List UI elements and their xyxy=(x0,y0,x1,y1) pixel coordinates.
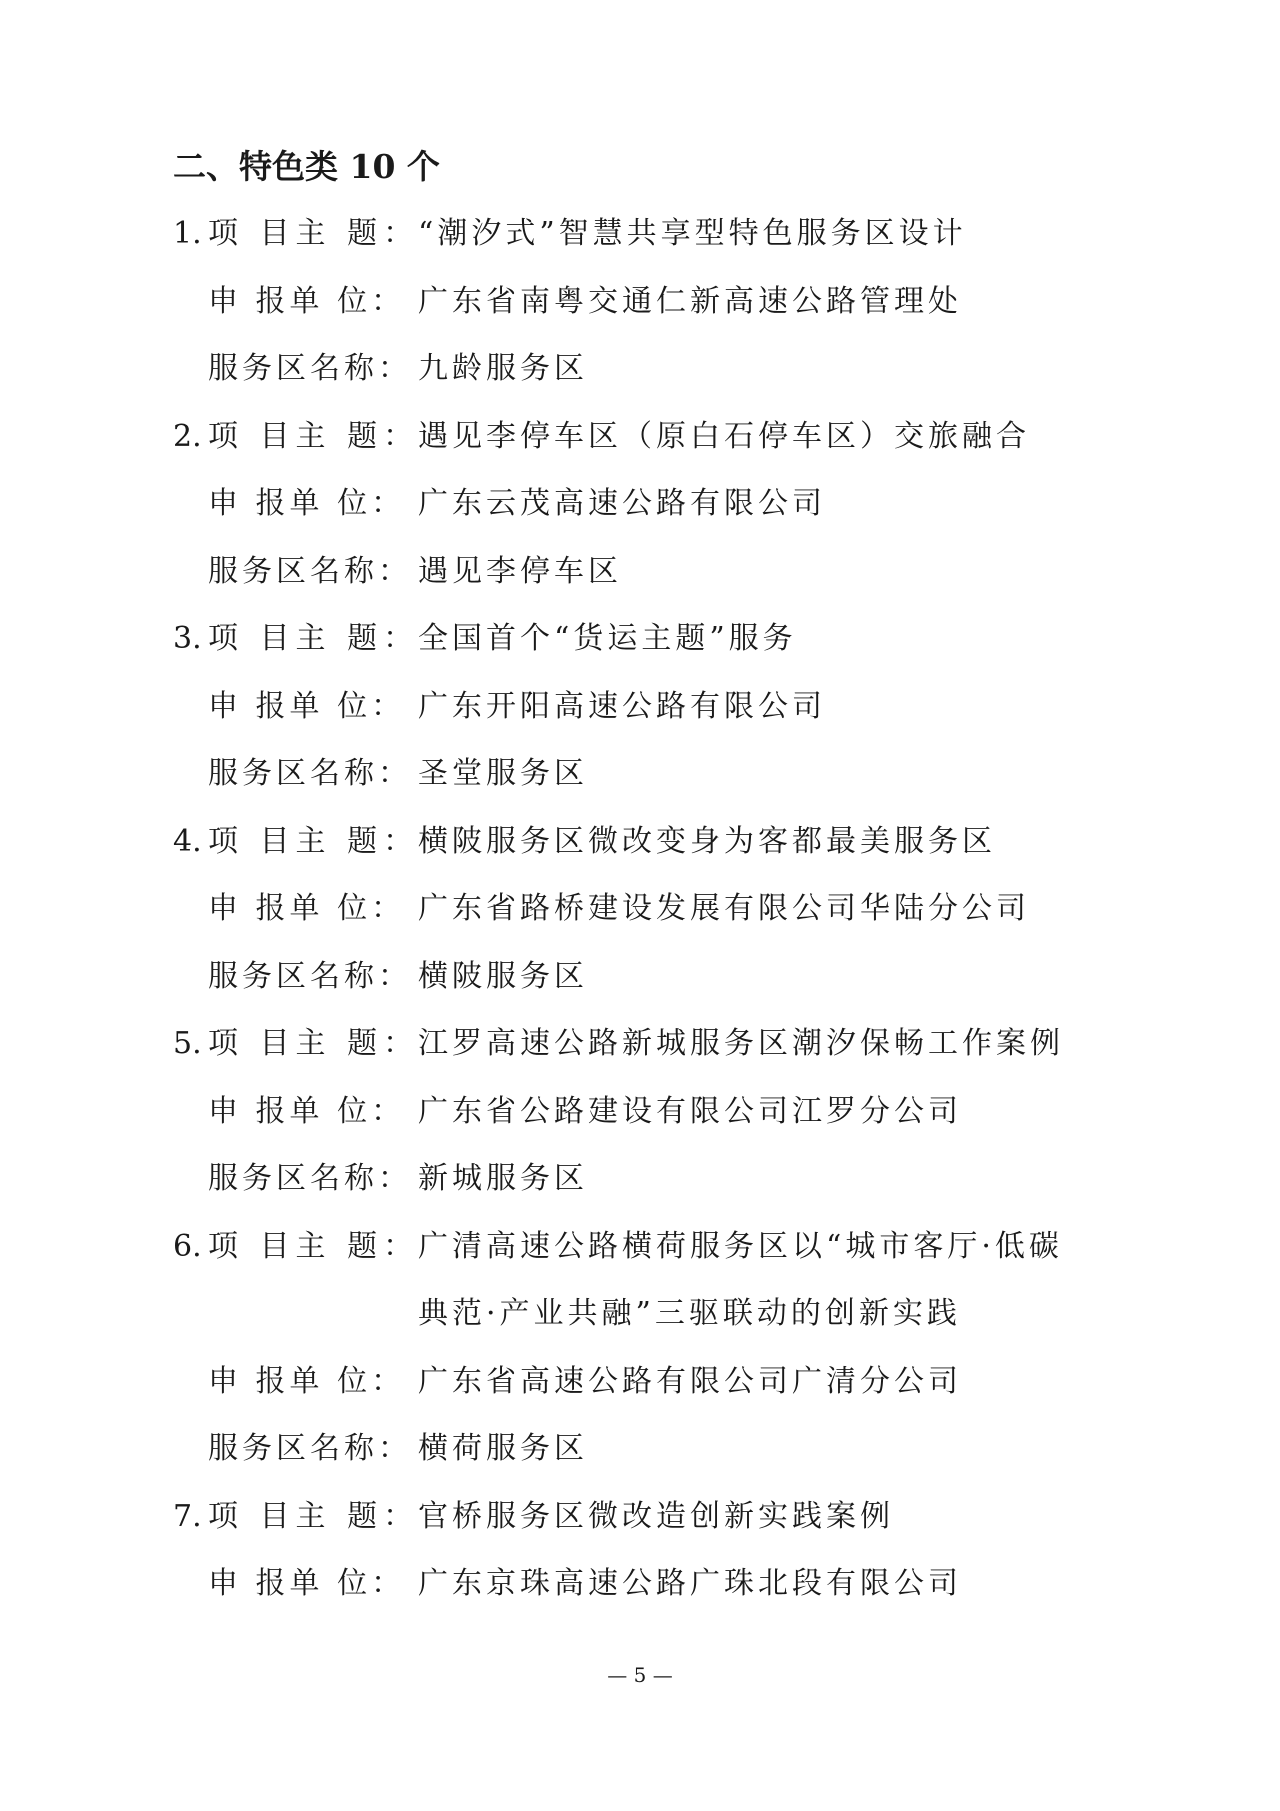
unit-value: 广东省南粤交通仁新高速公路管理处 xyxy=(418,283,962,319)
topic-label: 项 目主 题： xyxy=(208,1498,420,1534)
entry-number: 2. xyxy=(173,418,202,454)
area-value: 横陂服务区 xyxy=(418,958,588,994)
entry-area-line xyxy=(0,1415,1280,1483)
entry-area-line xyxy=(0,740,1280,808)
entry-area-line xyxy=(0,538,1280,606)
area-label: 服务区名称： xyxy=(208,553,412,589)
entry-topic-line xyxy=(0,1483,1280,1551)
topic-label: 项 目主 题： xyxy=(208,1228,420,1264)
entry-area-line xyxy=(0,943,1280,1011)
entry-number: 4. xyxy=(173,823,202,859)
page-number: — 5 — xyxy=(607,1663,673,1687)
unit-label: 申 报单 位： xyxy=(208,1363,406,1399)
unit-value: 广东省公路建设有限公司江罗分公司 xyxy=(418,1093,962,1129)
unit-label: 申 报单 位： xyxy=(208,891,406,926)
section-title: 二、特色类 10 个 xyxy=(173,147,440,186)
area-value: 新城服务区 xyxy=(418,1161,588,1196)
entry-number: 3. xyxy=(173,621,202,656)
entry-topic-line xyxy=(0,200,1280,268)
entry-number: 6. xyxy=(173,1228,202,1264)
entry-topic-continuation-line xyxy=(0,1280,1280,1348)
area-value: 横荷服务区 xyxy=(418,1431,588,1466)
entry-topic-line xyxy=(0,403,1280,471)
entry-unit-line xyxy=(0,673,1280,741)
topic-value: 横陂服务区微改变身为客都最美服务区 xyxy=(418,823,996,859)
unit-label: 申 报单 位： xyxy=(208,1093,406,1129)
topic-label: 项 目主 题： xyxy=(208,823,420,859)
entry-unit-line xyxy=(0,470,1280,538)
area-value: 遇见李停车区 xyxy=(418,553,622,589)
unit-label: 申 报单 位： xyxy=(208,283,406,319)
entry-number: 7. xyxy=(173,1498,202,1534)
entry-unit-line xyxy=(0,1078,1280,1146)
area-label: 服务区名称： xyxy=(208,351,412,386)
entry-area-line xyxy=(0,335,1280,403)
unit-value: 广东京珠高速公路广珠北段有限公司 xyxy=(418,1566,962,1601)
area-label: 服务区名称： xyxy=(208,756,412,791)
entry-unit-line xyxy=(0,1348,1280,1416)
topic-value: “潮汐式”智慧共享型特色服务区设计 xyxy=(418,216,967,251)
entry-topic-line xyxy=(0,808,1280,876)
entry-unit-line xyxy=(0,1550,1280,1618)
topic-value-continued: 典范·产业共融”三驱联动的创新实践 xyxy=(418,1296,961,1331)
topic-value: 遇见李停车区（原白石停车区）交旅融合 xyxy=(418,418,1030,454)
topic-value: 江罗高速公路新城服务区潮汐保畅工作案例 xyxy=(418,1026,1064,1061)
topic-label: 项 目主 题： xyxy=(208,216,420,251)
topic-value: 广清高速公路横荷服务区以“城市客厅·低碳 xyxy=(418,1228,1063,1264)
entry-list xyxy=(0,200,1280,1618)
topic-value: 官桥服务区微改造创新实践案例 xyxy=(418,1498,894,1534)
unit-label: 申 报单 位： xyxy=(208,1566,406,1601)
entry-number: 1. xyxy=(173,216,202,251)
topic-label: 项 目主 题： xyxy=(208,1026,420,1061)
entry-unit-line xyxy=(0,268,1280,336)
topic-label: 项 目主 题： xyxy=(208,621,420,656)
entry-topic-line xyxy=(0,1010,1280,1078)
unit-value: 广东省高速公路有限公司广清分公司 xyxy=(418,1363,962,1399)
topic-label: 项 目主 题： xyxy=(208,418,420,454)
topic-value: 全国首个“货运主题”服务 xyxy=(418,621,797,656)
entry-number: 5. xyxy=(173,1026,202,1061)
area-label: 服务区名称： xyxy=(208,958,412,994)
area-value: 圣堂服务区 xyxy=(418,756,588,791)
entry-topic-line xyxy=(0,605,1280,673)
entry-unit-line xyxy=(0,875,1280,943)
entry-topic-line xyxy=(0,1213,1280,1281)
unit-value: 广东云茂高速公路有限公司 xyxy=(418,486,826,521)
unit-value: 广东开阳高速公路有限公司 xyxy=(418,688,826,724)
unit-label: 申 报单 位： xyxy=(208,688,406,724)
unit-value: 广东省路桥建设发展有限公司华陆分公司 xyxy=(418,891,1030,926)
entry-area-line xyxy=(0,1145,1280,1213)
area-value: 九龄服务区 xyxy=(418,351,588,386)
area-label: 服务区名称： xyxy=(208,1431,412,1466)
unit-label: 申 报单 位： xyxy=(208,486,406,521)
area-label: 服务区名称： xyxy=(208,1161,412,1196)
